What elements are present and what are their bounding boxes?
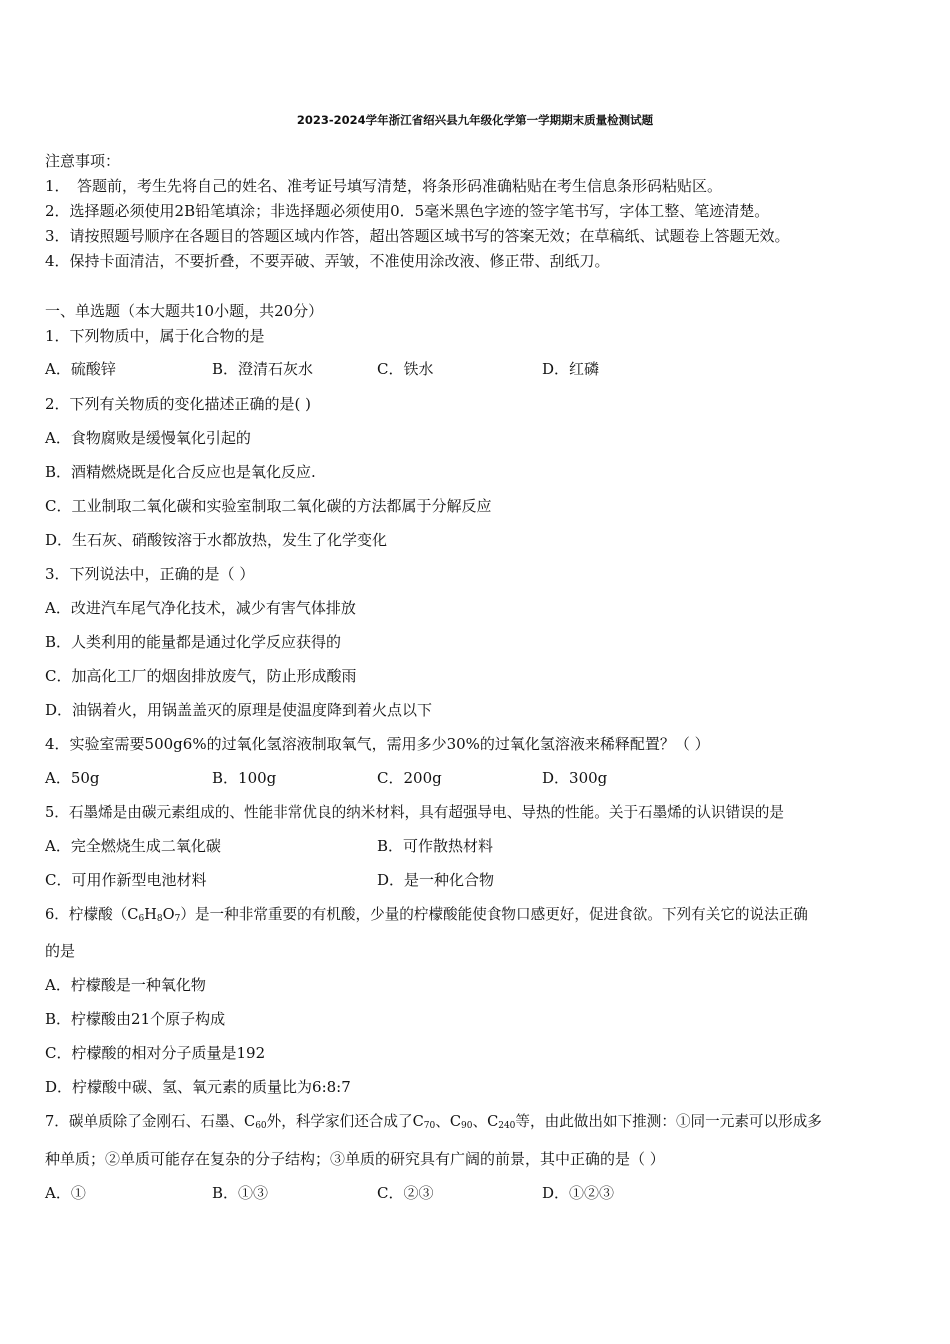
q6-stem-line2: 的是 [45, 942, 76, 960]
page-title: 2023-2024学年浙江省绍兴县九年级化学第一学期期末质量检测试题 [296, 113, 654, 127]
q1-option-c: C．铁水 [377, 360, 434, 378]
q2-option-d: D．生石灰、硝酸铵溶于水都放热，发生了化学变化 [45, 531, 388, 549]
q2-option-c: C．工业制取二氧化碳和实验室制取二氧化碳的方法都属于分解反应 [45, 497, 492, 515]
q3-option-c: C．加高化工厂的烟囱排放废气，防止形成酸雨 [45, 667, 357, 685]
q2-option-a: A．食物腐败是缓慢氧化引起的 [45, 429, 251, 447]
q4-stem: 4．实验室需要500g6%的过氧化氢溶液制取氧气，需用多少30%的过氧化氢溶液来稀释配置？（ ） [45, 735, 710, 753]
q6-option-c: C．柠檬酸的相对分子质量是192 [45, 1044, 266, 1062]
q3-option-b: B．人类利用的能量都是通过化学反应获得的 [45, 633, 342, 651]
q5-stem: 5．石墨烯是由碳元素组成的、性能非常优良的纳米材料，具有超强导电、导热的性能。关于石墨烯的认识错误的是 [45, 804, 784, 821]
citric-acid-formula: $C_6H_8O_7$ [127, 906, 181, 924]
q6-stem: 6．柠檬酸$(C_6H_8O_7)$是一种非常重要的有机酸，少量的柠檬酸能使食物口感更好，促进食欲。下列有关它的说法正确 [45, 906, 808, 924]
q7-option-a: A．① [45, 1184, 86, 1202]
q2-option-b: B．酒精燃烧既是化合反应也是氧化反应. [45, 463, 316, 481]
q5-option-a: A．完全燃烧生成二氧化碳 [45, 837, 221, 855]
notice-item-3: 3．请按照题号顺序在各题目的答题区域内作答，超出答题区域书写的答案无效；在草稿纸、试题卷上答题无效。 [45, 227, 790, 245]
q3-stem: 3．下列说法中，正确的是（ ） [45, 565, 255, 583]
q1-stem: 1．下列物质中，属于化合物的是 [45, 327, 265, 345]
q4-option-b: B．100g [212, 769, 277, 787]
q5-option-b: B．可作散热材料 [377, 837, 494, 855]
notice-item-4: 4．保持卡面清洁，不要折叠，不要弄破、弄皱，不准使用涂改液、修正带、刮纸刀。 [45, 252, 610, 270]
q7-option-d: D．①②③ [542, 1184, 615, 1202]
q6-option-b: B．柠檬酸由21个原子构成 [45, 1010, 226, 1028]
q4-option-a: A．50g [45, 769, 100, 787]
q6-option-a: A．柠檬酸是一种氧化物 [45, 976, 206, 994]
q5-option-d: D．是一种化合物 [377, 871, 495, 889]
section-heading: 一、单选题（本大题共10小题，共20分） [45, 302, 324, 320]
q3-option-d: D．油锅着火，用锅盖盖灭的原理是使温度降到着火点以下 [45, 701, 433, 719]
q5-option-c: C．可用作新型电池材料 [45, 871, 207, 889]
q7-stem-line2: 种单质；②单质可能存在复杂的分子结构；③单质的研究具有广阔的前景，其中正确的是（ ） [45, 1150, 665, 1168]
q1-option-b: B．澄清石灰水 [212, 360, 314, 378]
q1-option-d: D．红磷 [542, 360, 600, 378]
q6-option-d: D．柠檬酸中碳、氢、氧元素的质量比为6:8:7 [45, 1078, 351, 1096]
q3-option-a: A．改进汽车尾气净化技术，减少有害气体排放 [45, 599, 356, 617]
notice-item-2: 2．选择题必须使用2B铅笔填涂；非选择题必须使用0．5毫米黑色字迹的签字笔书写，字体工整、笔迹清楚。 [45, 202, 770, 220]
q7-option-c: C．②③ [377, 1184, 434, 1202]
q7-stem: 7．碳单质除了金刚石、石墨、$C_{60}$外，科学家们还合成了$C_{70}$、$C_{90}$、$C_{240}$等，由此做出如下推测：①同一元素可以形成多 [45, 1113, 822, 1131]
q1-option-a: A．硫酸锌 [45, 360, 116, 378]
q7-option-b: B．①③ [212, 1184, 269, 1202]
q4-option-c: C．200g [377, 769, 442, 787]
notice-item-1: 1． 答题前，考生先将自己的姓名、准考证号填写清楚，将条形码准确粘贴在考生信息条形码粘贴区。 [45, 177, 723, 195]
notice-heading: 注意事项： [45, 152, 121, 170]
q4-option-d: D．300g [542, 769, 608, 787]
q2-stem: 2．下列有关物质的变化描述正确的是( ) [45, 395, 312, 413]
